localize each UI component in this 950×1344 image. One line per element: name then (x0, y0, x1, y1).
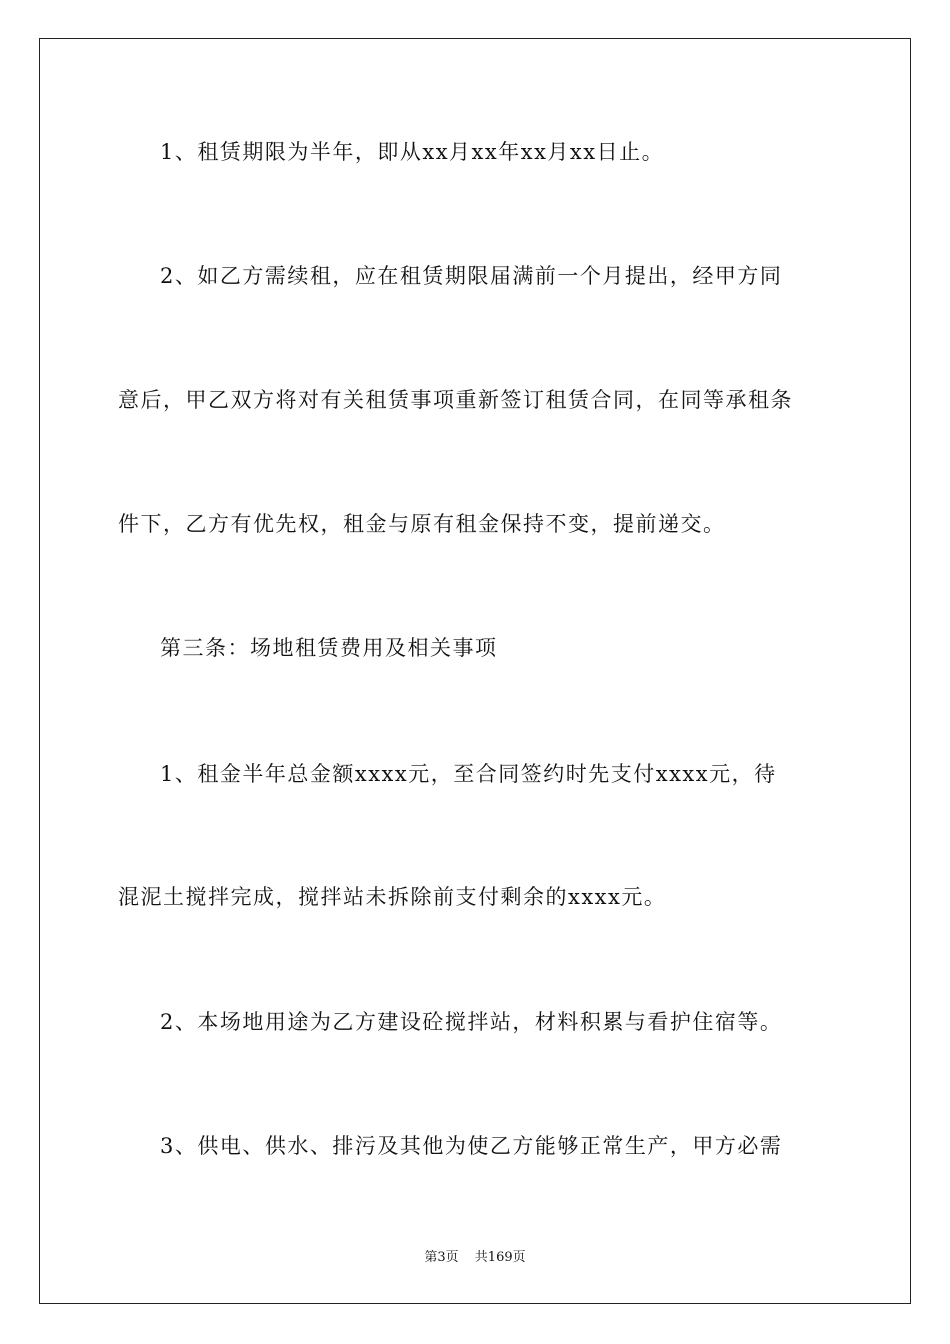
section-heading: 第三条：场地租赁费用及相关事项 (160, 636, 498, 660)
page-border (39, 38, 911, 1304)
page-footer (0, 1246, 950, 1265)
paragraph-line: 混泥土搅拌完成，搅拌站未拆除前支付剩余的xxxx元。 (118, 885, 667, 909)
paragraph-line: 2、本场地用途为乙方建设砼搅拌站，材料积累与看护住宿等。 (160, 1010, 783, 1034)
total-pages: 共169页 (474, 1250, 526, 1265)
paragraph-line: 1、租金半年总金额xxxx元，至合同签约时先支付xxxx元，待 (160, 762, 777, 786)
page-number: 第3页 (424, 1250, 459, 1265)
paragraph-line: 意后，甲乙双方将对有关租赁事项重新签订租赁合同，在同等承租条 (118, 388, 793, 412)
paragraph-line: 2、如乙方需续租，应在租赁期限届满前一个月提出，经甲方同 (160, 264, 783, 288)
paragraph-line: 件下，乙方有优先权，租金与原有租金保持不变，提前递交。 (118, 512, 726, 536)
paragraph-line: 1、租赁期限为半年，即从xx月xx年xx月xx日止。 (160, 140, 665, 164)
paragraph-line: 3、供电、供水、排污及其他为使乙方能够正常生产，甲方必需 (160, 1134, 783, 1158)
